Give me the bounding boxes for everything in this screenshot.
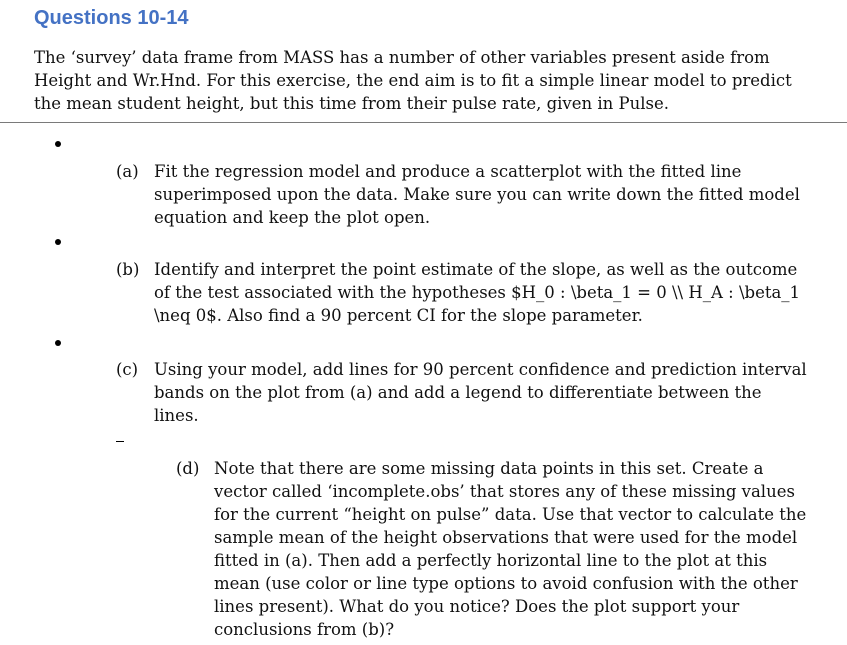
item-label: (d) (176, 459, 200, 478)
bullet-point (55, 239, 61, 245)
item-text (154, 258, 800, 327)
item-line: sample mean of the height observations that were used for the model (214, 528, 798, 547)
item-label: (c) (116, 360, 139, 379)
item-line: lines. (154, 406, 199, 425)
dash-marker (116, 441, 124, 442)
intro-line: The ‘survey’ data frame from MASS has a number of other variables present aside from (34, 48, 770, 67)
item-line: vector called ‘incomplete.obs’ that stores any of these missing values (214, 482, 795, 501)
item-line: conclusions from (b)? (214, 620, 395, 639)
item-label: (a) (116, 162, 139, 181)
item-text (154, 160, 800, 229)
item-line: for the current “height on pulse” data. Use that vector to calculate the (214, 505, 807, 524)
page-title: Questions 10-14 (34, 7, 189, 29)
intro-line: Height and Wr.Hnd. For this exercise, the end aim is to fit a simple linear model to predict (34, 71, 792, 90)
item-line: bands on the plot from (a) and add a legend to differentiate between the (154, 383, 762, 402)
item-line: Identify and interpret the point estimate of the slope, as well as the outcome (154, 260, 798, 279)
intro-paragraph (34, 46, 834, 115)
item-line: Using your model, add lines for 90 percent confidence and prediction interval (154, 360, 807, 379)
item-line: superimposed upon the data. Make sure you can write down the fitted model (154, 185, 800, 204)
item-text (154, 358, 807, 427)
item-line: equation and keep the plot open. (154, 208, 431, 227)
item-line: \neq 0$. Also find a 90 percent CI for the slope parameter. (154, 306, 643, 325)
item-line: mean (use color or line type options to avoid confusion with the other (214, 574, 798, 593)
item-line: Fit the regression model and produce a scatterplot with the fitted line (154, 162, 742, 181)
bullet-point (55, 141, 61, 147)
item-line: of the test associated with the hypotheses $H_0 : \beta_1 = 0 \\ H_A : \beta_1 (154, 283, 801, 302)
bullet-point (55, 340, 61, 346)
item-line: Note that there are some missing data points in this set. Create a (214, 459, 764, 478)
section-divider (0, 122, 847, 123)
item-line: lines present). What do you notice? Does the plot support your (214, 597, 740, 616)
item-text (214, 457, 806, 641)
item-line: fitted in (a). Then add a perfectly horizontal line to the plot at this (214, 551, 768, 570)
intro-line: the mean student height, but this time from their pulse rate, given in Pulse. (34, 94, 670, 113)
item-label: (b) (116, 260, 140, 279)
